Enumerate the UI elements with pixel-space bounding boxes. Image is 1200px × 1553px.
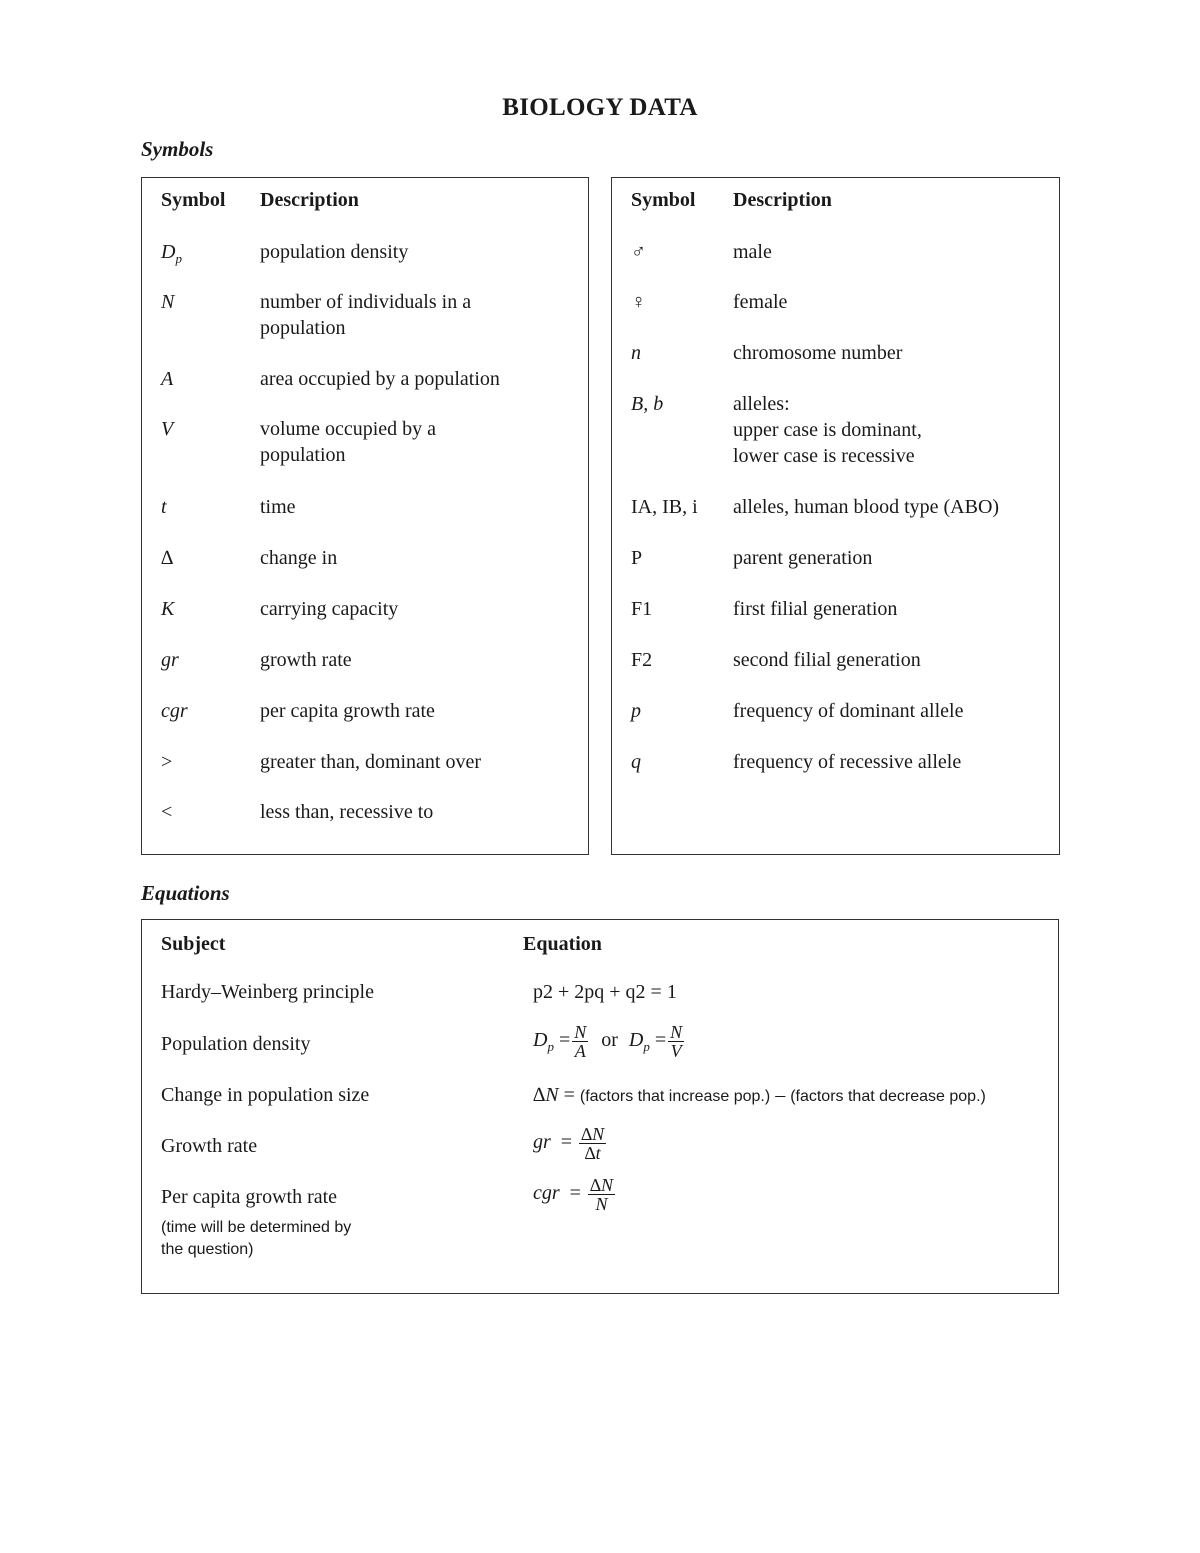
equation-subject: Population density bbox=[161, 1033, 311, 1055]
right-row-description: alleles, human blood type (ABO) bbox=[733, 496, 1000, 518]
right-row-symbol: B, b bbox=[631, 393, 664, 415]
left-row-symbol: > bbox=[161, 751, 173, 773]
equation-subject: Growth rate bbox=[161, 1135, 258, 1157]
left-row-description: greater than, dominant over bbox=[260, 751, 482, 773]
left-row-description: number of individuals in a population bbox=[260, 291, 472, 339]
right-row-symbol f2-symbol: F2 bbox=[631, 649, 653, 671]
per-capita-growth-rate-equation: cgr = $\frac{\Delta N}{N}$ bbox=[533, 1175, 613, 1214]
right-row-description: frequency of dominant allele bbox=[733, 700, 964, 722]
female-icon: ♀ bbox=[631, 291, 646, 313]
left-row-description: change in bbox=[260, 547, 338, 569]
growth-rate-equation: gr = $\frac{\Delta N}{\Delta t}$ bbox=[533, 1124, 605, 1163]
population-change-equation: ∆N = (factors that increase pop.) – (factors that decrease pop.) bbox=[533, 1084, 986, 1106]
right-row-description: frequency of recessive allele bbox=[733, 751, 962, 773]
left-row-description: population density bbox=[260, 241, 409, 263]
right-row-description: second filial generation bbox=[733, 649, 921, 671]
left-row-symbol: cgr bbox=[161, 700, 188, 722]
right-row-description: parent generation bbox=[733, 547, 873, 569]
left-row-symbol: A bbox=[161, 368, 174, 390]
left-row-description: per capita growth rate bbox=[260, 700, 435, 722]
left-row-description: growth rate bbox=[260, 649, 352, 671]
right-row-symbol bbox=[631, 289, 646, 315]
left-header-symbol: Symbol bbox=[161, 189, 226, 211]
left-row-symbol: K bbox=[161, 598, 175, 620]
left-row-symbol: < bbox=[161, 801, 173, 823]
page-title: BIOLOGY DATA bbox=[502, 94, 698, 121]
right-header-description: Description bbox=[733, 189, 832, 211]
right-row-symbol bbox=[631, 239, 646, 265]
left-row-symbol: V bbox=[161, 418, 174, 440]
equations-header-subject: Subject bbox=[161, 933, 226, 955]
equations-section-label: Equations bbox=[141, 881, 230, 905]
left-row-description: time bbox=[260, 496, 296, 518]
left-row-symbol: $D_p$ bbox=[161, 241, 182, 266]
right-header-symbol: Symbol bbox=[631, 189, 696, 211]
right-row-description: alleles: upper case is dominant, lower case is recessive bbox=[733, 393, 922, 467]
symbols-section-label: Symbols bbox=[141, 137, 214, 161]
right-row-description: first filial generation bbox=[733, 598, 898, 620]
equation-subject: Per capita growth rate bbox=[161, 1186, 338, 1208]
right-row-symbol blood-type-symbols: IA, IB, i bbox=[631, 496, 698, 518]
equation-subject: Change in population size bbox=[161, 1084, 370, 1106]
left-row-description: area occupied by a population bbox=[260, 368, 500, 390]
right-row-symbol: p bbox=[631, 700, 641, 722]
population-density-equation: $D_p$ = $\frac{N}{A}$ or $D_p$ = $\frac{N}{V}$ bbox=[533, 1022, 683, 1061]
left-row-description: less than, recessive to bbox=[260, 801, 434, 823]
left-row-symbol: t bbox=[161, 496, 167, 518]
right-row-description: chromosome number bbox=[733, 342, 903, 364]
left-row-symbol: N bbox=[161, 291, 175, 313]
per-capita-note: (time will be determined by the question) bbox=[161, 1219, 352, 1258]
male-icon: ♂ bbox=[631, 241, 646, 263]
equations-header-equation: Equation bbox=[523, 933, 602, 955]
left-row-symbol: gr bbox=[161, 649, 179, 671]
equation-subject: Hardy–Weinberg principle bbox=[161, 981, 374, 1003]
left-header-description: Description bbox=[260, 189, 359, 211]
hardy-weinberg-equation: p2 + 2pq + q2 = 1 bbox=[533, 981, 677, 1003]
right-row-symbol: q bbox=[631, 751, 641, 773]
right-row-description: female bbox=[733, 291, 788, 313]
left-row-symbol: ∆ bbox=[161, 547, 174, 569]
right-row-symbol: P bbox=[631, 547, 643, 569]
right-row-symbol: n bbox=[631, 342, 641, 364]
left-row-description: carrying capacity bbox=[260, 598, 399, 620]
left-row-description: volume occupied by a population bbox=[260, 418, 437, 466]
right-row-description: male bbox=[733, 241, 772, 263]
right-row-symbol f1-symbol: F1 bbox=[631, 598, 653, 620]
